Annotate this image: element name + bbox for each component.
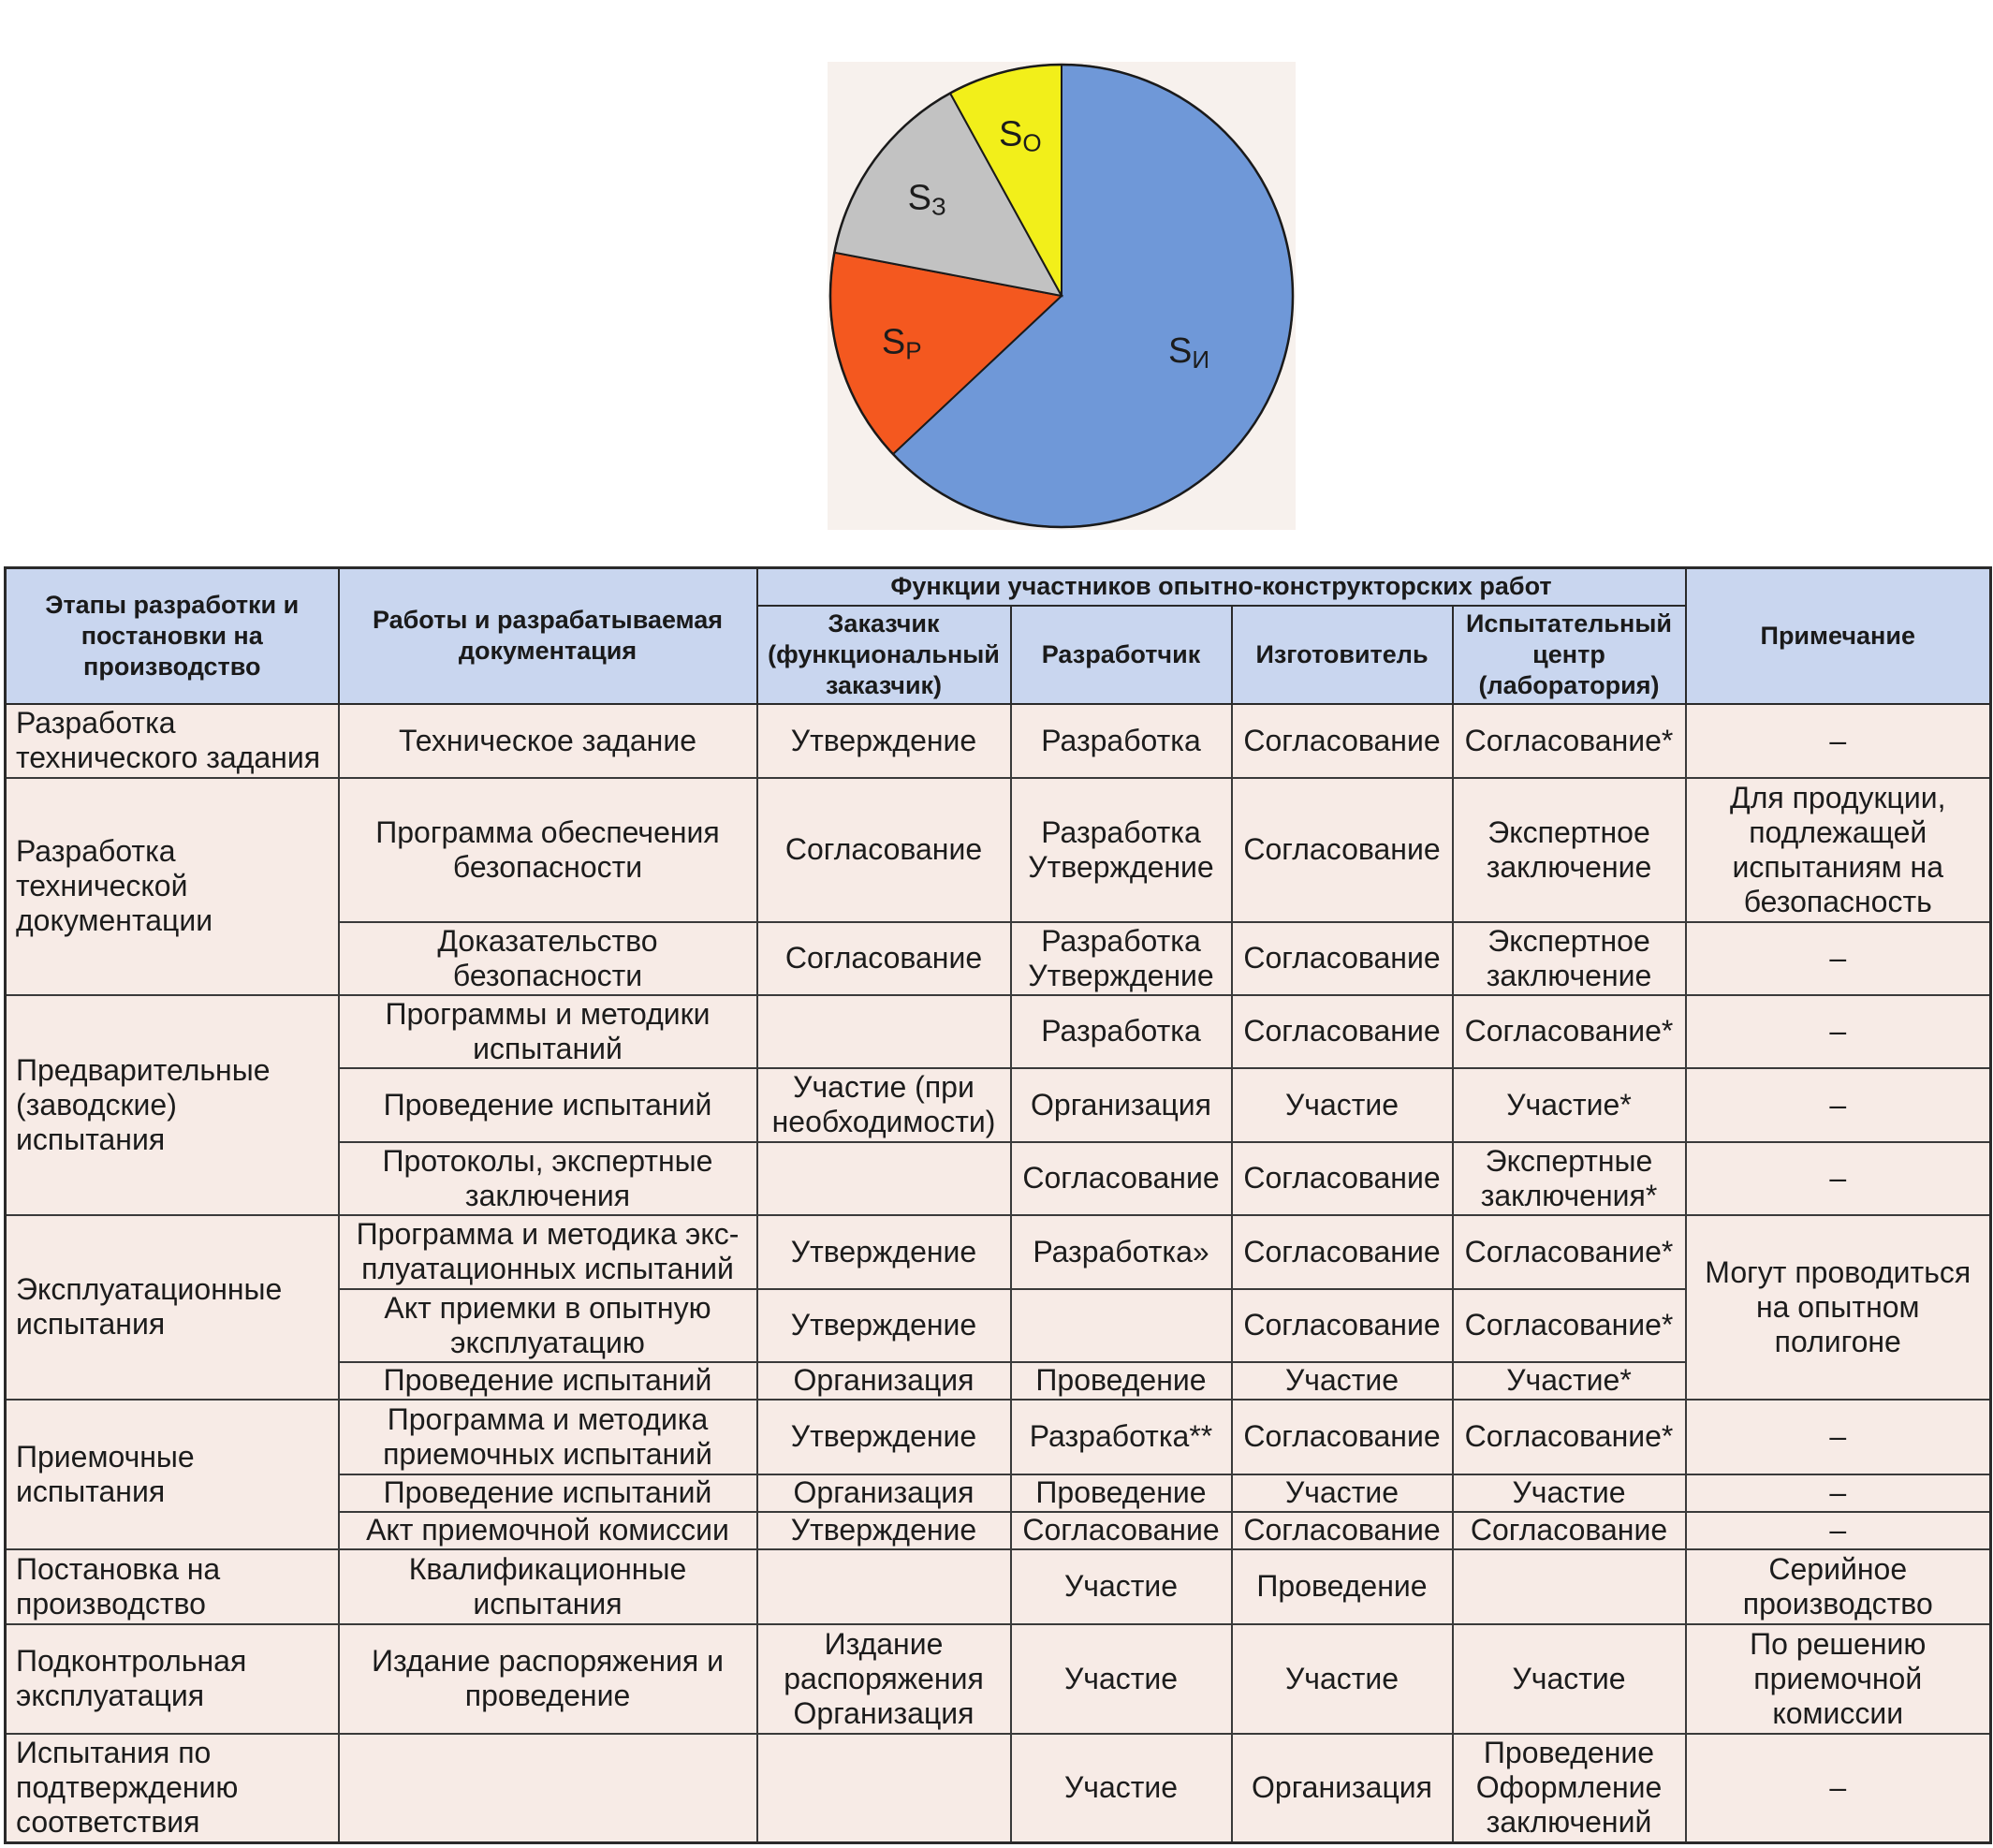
customer-cell: Утверждение [757,1289,1011,1362]
note-cell: – [1686,1474,1991,1512]
work-cell: Проведение испытаний [339,1068,757,1142]
customer-cell: Утверждение [757,1400,1011,1474]
header-stages: Этапы разработки и постановки на производство [6,568,339,704]
developer-cell: Участие [1011,1549,1232,1624]
testcenter-cell: Участие [1453,1624,1686,1734]
developer-cell: Участие [1011,1624,1232,1734]
developer-cell: Разработка [1011,995,1232,1068]
manufacturer-cell: Участие [1232,1624,1453,1734]
customer-cell [757,1142,1011,1215]
note-cell: – [1686,1512,1991,1549]
stage-cell: Разработка технической документации [6,778,339,995]
work-cell: Акт приемки в опытную эксплуатацию [339,1289,757,1362]
work-cell: Проведение испытаний [339,1474,757,1512]
work-cell: Квалификационные испытания [339,1549,757,1624]
testcenter-cell: Экспертное заключение [1453,778,1686,922]
manufacturer-cell: Организация [1232,1734,1453,1843]
developer-cell: Участие [1011,1734,1232,1843]
work-cell: Программа и методика приемочных испытаний [339,1400,757,1474]
manufacturer-cell: Согласование [1232,1142,1453,1215]
manufacturer-cell: Согласование [1232,922,1453,995]
header-note: Примечание [1686,568,1991,704]
table-row [6,704,1991,778]
work-cell [339,1734,757,1843]
table-row [6,1400,1991,1474]
manufacturer-cell: Согласование [1232,1215,1453,1289]
manufacturer-cell: Согласование [1232,1512,1453,1549]
work-cell: Проведение испытаний [339,1362,757,1400]
table-row [6,995,1991,1068]
table-row [6,778,1991,922]
note-cell: – [1686,1400,1991,1474]
note-cell: – [1686,995,1991,1068]
pie-label-sub: Р [905,336,922,365]
customer-cell: Утверждение [757,704,1011,778]
testcenter-cell: Экспертное заключение [1453,922,1686,995]
note-cell: Могут проводиться на опытном полигоне [1686,1215,1991,1400]
testcenter-cell [1453,1549,1686,1624]
testcenter-cell: Участие* [1453,1068,1686,1142]
pie-label-main: S [998,114,1023,154]
testcenter-cell: Согласование* [1453,1215,1686,1289]
developer-cell [1011,1289,1232,1362]
note-cell: Для продукции, подлежащей испытаниям на безопасность [1686,778,1991,922]
note-cell: По решению приемочной комиссии [1686,1624,1991,1734]
developer-cell: Разработка Утверждение [1011,922,1232,995]
developer-cell: Разработка Утверждение [1011,778,1232,922]
stage-cell: Испытания по подтверждению соответствия [6,1734,339,1843]
manufacturer-cell: Согласование [1232,1289,1453,1362]
manufacturer-cell: Согласование [1232,778,1453,922]
header-developer: Разработчик [1011,606,1232,704]
note-cell: – [1686,1142,1991,1215]
customer-cell: Организация [757,1474,1011,1512]
testcenter-cell: Согласование* [1453,995,1686,1068]
developer-cell: Организация [1011,1068,1232,1142]
developer-cell: Согласование [1011,1512,1232,1549]
customer-cell [757,995,1011,1068]
stage-cell: Постановка на производство [6,1549,339,1624]
pie-label-main: S [907,178,931,218]
pie-label-main: S [1167,330,1193,371]
testcenter-cell: Проведение Оформление заключений [1453,1734,1686,1843]
header-customer: Заказчик (функциональный заказчик) [757,606,1011,704]
customer-cell [757,1549,1011,1624]
note-cell: – [1686,704,1991,778]
manufacturer-cell: Проведение [1232,1549,1453,1624]
manufacturer-cell: Участие [1232,1474,1453,1512]
work-cell: Протоколы, экспертные заключения [339,1142,757,1215]
header-manufacturer: Изготовитель [1232,606,1453,704]
developer-cell: Разработка [1011,704,1232,778]
stage-cell: Приемочные испытания [6,1400,339,1549]
work-cell: Акт приемочной комиссии [339,1512,757,1549]
developer-cell: Проведение [1011,1362,1232,1400]
manufacturer-cell: Согласование [1232,1400,1453,1474]
header-testcenter: Испытательный центр (лаборатория) [1453,606,1686,704]
customer-cell: Организация [757,1362,1011,1400]
pie-label-main: S [881,322,906,362]
stage-cell: Эксплуатационные испытания [6,1215,339,1400]
work-cell: Доказательство безопасности [339,922,757,995]
testcenter-cell: Согласование* [1453,1400,1686,1474]
pie-chart [828,62,1296,530]
pie-label-sub: O [1022,128,1042,157]
customer-cell: Издание распоряжения Организация [757,1624,1011,1734]
pie-chart-panel [828,62,1296,530]
pie-label-sub: И [1192,345,1210,374]
testcenter-cell: Участие [1453,1474,1686,1512]
stage-cell: Предварительные (заводские) испытания [6,995,339,1215]
note-cell: – [1686,1734,1991,1843]
manufacturer-cell: Согласование [1232,995,1453,1068]
customer-cell: Согласование [757,922,1011,995]
developer-cell: Согласование [1011,1142,1232,1215]
customer-cell: Утверждение [757,1215,1011,1289]
table-row [6,1549,1991,1624]
testcenter-cell: Согласование* [1453,704,1686,778]
note-cell: – [1686,922,1991,995]
developer-cell: Разработка** [1011,1400,1232,1474]
work-cell: Программа обеспечения безопасности [339,778,757,922]
header-works: Работы и разрабатываемая документация [339,568,757,704]
table-row [6,1215,1991,1289]
testcenter-cell: Экспертные заключения* [1453,1142,1686,1215]
table-row [6,1624,1991,1734]
developer-cell: Разработка» [1011,1215,1232,1289]
table-row [6,1734,1991,1843]
pie-label-sub: З [931,192,946,221]
testcenter-cell: Согласование [1453,1512,1686,1549]
manufacturer-cell: Участие [1232,1362,1453,1400]
work-cell: Программа и методика экс-плуатационных испытаний [339,1215,757,1289]
customer-cell [757,1734,1011,1843]
developer-cell: Проведение [1011,1474,1232,1512]
work-cell: Программы и методики испытаний [339,995,757,1068]
customer-cell: Участие (при необходимости) [757,1068,1011,1142]
participants-functions-table [4,566,1992,1844]
note-cell: – [1686,1068,1991,1142]
customer-cell: Согласование [757,778,1011,922]
manufacturer-cell: Согласование [1232,704,1453,778]
stage-cell: Подконтрольная эксплуатация [6,1624,339,1734]
testcenter-cell: Согласование* [1453,1289,1686,1362]
testcenter-cell: Участие* [1453,1362,1686,1400]
participants-table-container [4,566,1992,1844]
header-functions: Функции участников опытно-конструкторских работ [757,568,1686,606]
stage-cell: Разработка технического задания [6,704,339,778]
manufacturer-cell: Участие [1232,1068,1453,1142]
customer-cell: Утверждение [757,1512,1011,1549]
work-cell: Техническое задание [339,704,757,778]
note-cell: Серийное производство [1686,1549,1991,1624]
work-cell: Издание распоряжения и проведение [339,1624,757,1734]
